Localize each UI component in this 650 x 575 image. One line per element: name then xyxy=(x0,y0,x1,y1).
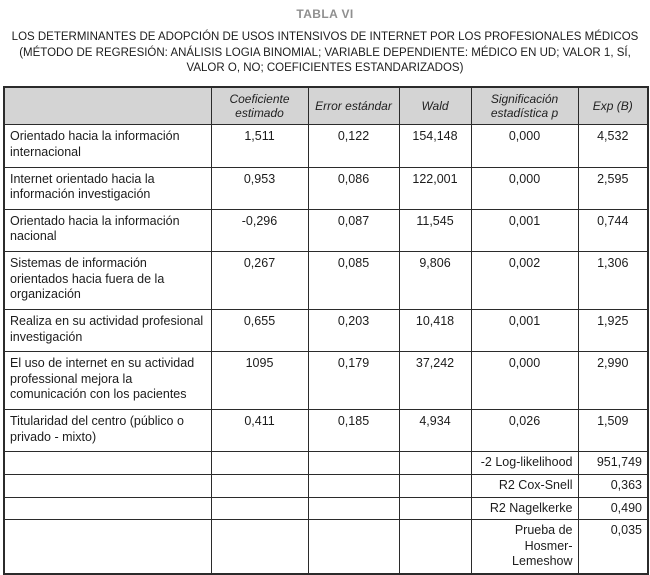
stat-label: R2 Nagelkerke xyxy=(471,497,578,520)
error-cell: 0,179 xyxy=(308,352,399,410)
stat-value: 0,490 xyxy=(578,497,648,520)
table-row xyxy=(4,352,648,410)
stat-row xyxy=(4,452,648,475)
table-row xyxy=(4,167,648,209)
empty-cell xyxy=(211,474,308,497)
coef-cell: 0,655 xyxy=(211,309,308,351)
table-row xyxy=(4,309,648,351)
empty-cell xyxy=(399,474,471,497)
coef-cell: 0,953 xyxy=(211,167,308,209)
table-title: LOS DETERMINANTES DE ADOPCIÓN DE USOS INTENSIVOS DE INTERNET POR LOS PROFESIONALES MÉDICOS (MÉTODO DE REGRESIÓN: ANÁLISIS LOGIA BINOMIAL; VARIABLE DEPENDIENTE: MÉDICO EN UD; VALOR 1, SÍ, VALOR O, NO; COEFICIENTES ESTANDARIZADOS) xyxy=(11,31,639,75)
empty-cell xyxy=(4,474,211,497)
coef-cell: 1,511 xyxy=(211,125,308,167)
table-row xyxy=(4,209,648,251)
table-row xyxy=(4,410,648,452)
coef-cell: 0,411 xyxy=(211,410,308,452)
empty-cell xyxy=(308,474,399,497)
empty-cell xyxy=(308,497,399,520)
sig-cell: 0,000 xyxy=(471,167,578,209)
table-row xyxy=(4,252,648,310)
header-cell-significacion: Significación estadística p xyxy=(471,87,578,125)
row-label: Realiza en su actividad profesional investigación xyxy=(4,309,211,351)
stat-label: R2 Cox-Snell xyxy=(471,474,578,497)
table-row xyxy=(4,125,648,167)
sig-cell: 0,001 xyxy=(471,209,578,251)
error-cell: 0,087 xyxy=(308,209,399,251)
empty-cell xyxy=(399,520,471,574)
exp-cell: 1,509 xyxy=(578,410,648,452)
wald-cell: 10,418 xyxy=(399,309,471,351)
stat-row xyxy=(4,474,648,497)
wald-cell: 9,806 xyxy=(399,252,471,310)
regression-table xyxy=(3,86,649,575)
error-cell: 0,085 xyxy=(308,252,399,310)
empty-cell xyxy=(4,452,211,475)
exp-cell: 4,532 xyxy=(578,125,648,167)
table-number-label: TABLA VI xyxy=(296,7,354,21)
stat-label: Prueba de Hosmer-Lemeshow xyxy=(471,520,578,574)
error-cell: 0,185 xyxy=(308,410,399,452)
row-label: El uso de internet en su actividad professional mejora la comunicación con los pacientes xyxy=(4,352,211,410)
coef-cell: 0,267 xyxy=(211,252,308,310)
header-cell-coeficiente: Coeficiente estimado xyxy=(211,87,308,125)
coef-cell: -0,296 xyxy=(211,209,308,251)
empty-cell xyxy=(211,520,308,574)
wald-cell: 122,001 xyxy=(399,167,471,209)
stat-value: 0,363 xyxy=(578,474,648,497)
row-label: Internet orientado hacia la información investigación xyxy=(4,167,211,209)
empty-cell xyxy=(4,520,211,574)
stat-label: -2 Log-likelihood xyxy=(471,452,578,475)
row-label: Titularidad del centro (público o privado - mixto) xyxy=(4,410,211,452)
empty-cell xyxy=(4,497,211,520)
exp-cell: 2,990 xyxy=(578,352,648,410)
exp-cell: 1,925 xyxy=(578,309,648,351)
stat-value: 0,035 xyxy=(578,520,648,574)
stat-row xyxy=(4,520,648,574)
wald-cell: 11,545 xyxy=(399,209,471,251)
sig-cell: 0,000 xyxy=(471,352,578,410)
empty-cell xyxy=(308,520,399,574)
empty-cell xyxy=(399,497,471,520)
sig-cell: 0,000 xyxy=(471,125,578,167)
exp-cell: 1,306 xyxy=(578,252,648,310)
empty-cell xyxy=(211,452,308,475)
header-cell-wald: Wald xyxy=(399,87,471,125)
row-label: Orientado hacia la información internacional xyxy=(4,125,211,167)
coef-cell: 1095 xyxy=(211,352,308,410)
header-cell-empty xyxy=(4,87,211,125)
header-row xyxy=(4,87,648,125)
error-cell: 0,122 xyxy=(308,125,399,167)
exp-cell: 0,744 xyxy=(578,209,648,251)
sig-cell: 0,002 xyxy=(471,252,578,310)
wald-cell: 4,934 xyxy=(399,410,471,452)
wald-cell: 154,148 xyxy=(399,125,471,167)
header-cell-exp: Exp (B) xyxy=(578,87,648,125)
sig-cell: 0,001 xyxy=(471,309,578,351)
sig-cell: 0,026 xyxy=(471,410,578,452)
row-label: Orientado hacia la información nacional xyxy=(4,209,211,251)
empty-cell xyxy=(399,452,471,475)
error-cell: 0,203 xyxy=(308,309,399,351)
exp-cell: 2,595 xyxy=(578,167,648,209)
stat-row xyxy=(4,497,648,520)
stat-value: 951,749 xyxy=(578,452,648,475)
wald-cell: 37,242 xyxy=(399,352,471,410)
header-cell-error: Error estándar xyxy=(308,87,399,125)
empty-cell xyxy=(308,452,399,475)
empty-cell xyxy=(211,497,308,520)
row-label: Sistemas de información orientados hacia fuera de la organización xyxy=(4,252,211,310)
error-cell: 0,086 xyxy=(308,167,399,209)
